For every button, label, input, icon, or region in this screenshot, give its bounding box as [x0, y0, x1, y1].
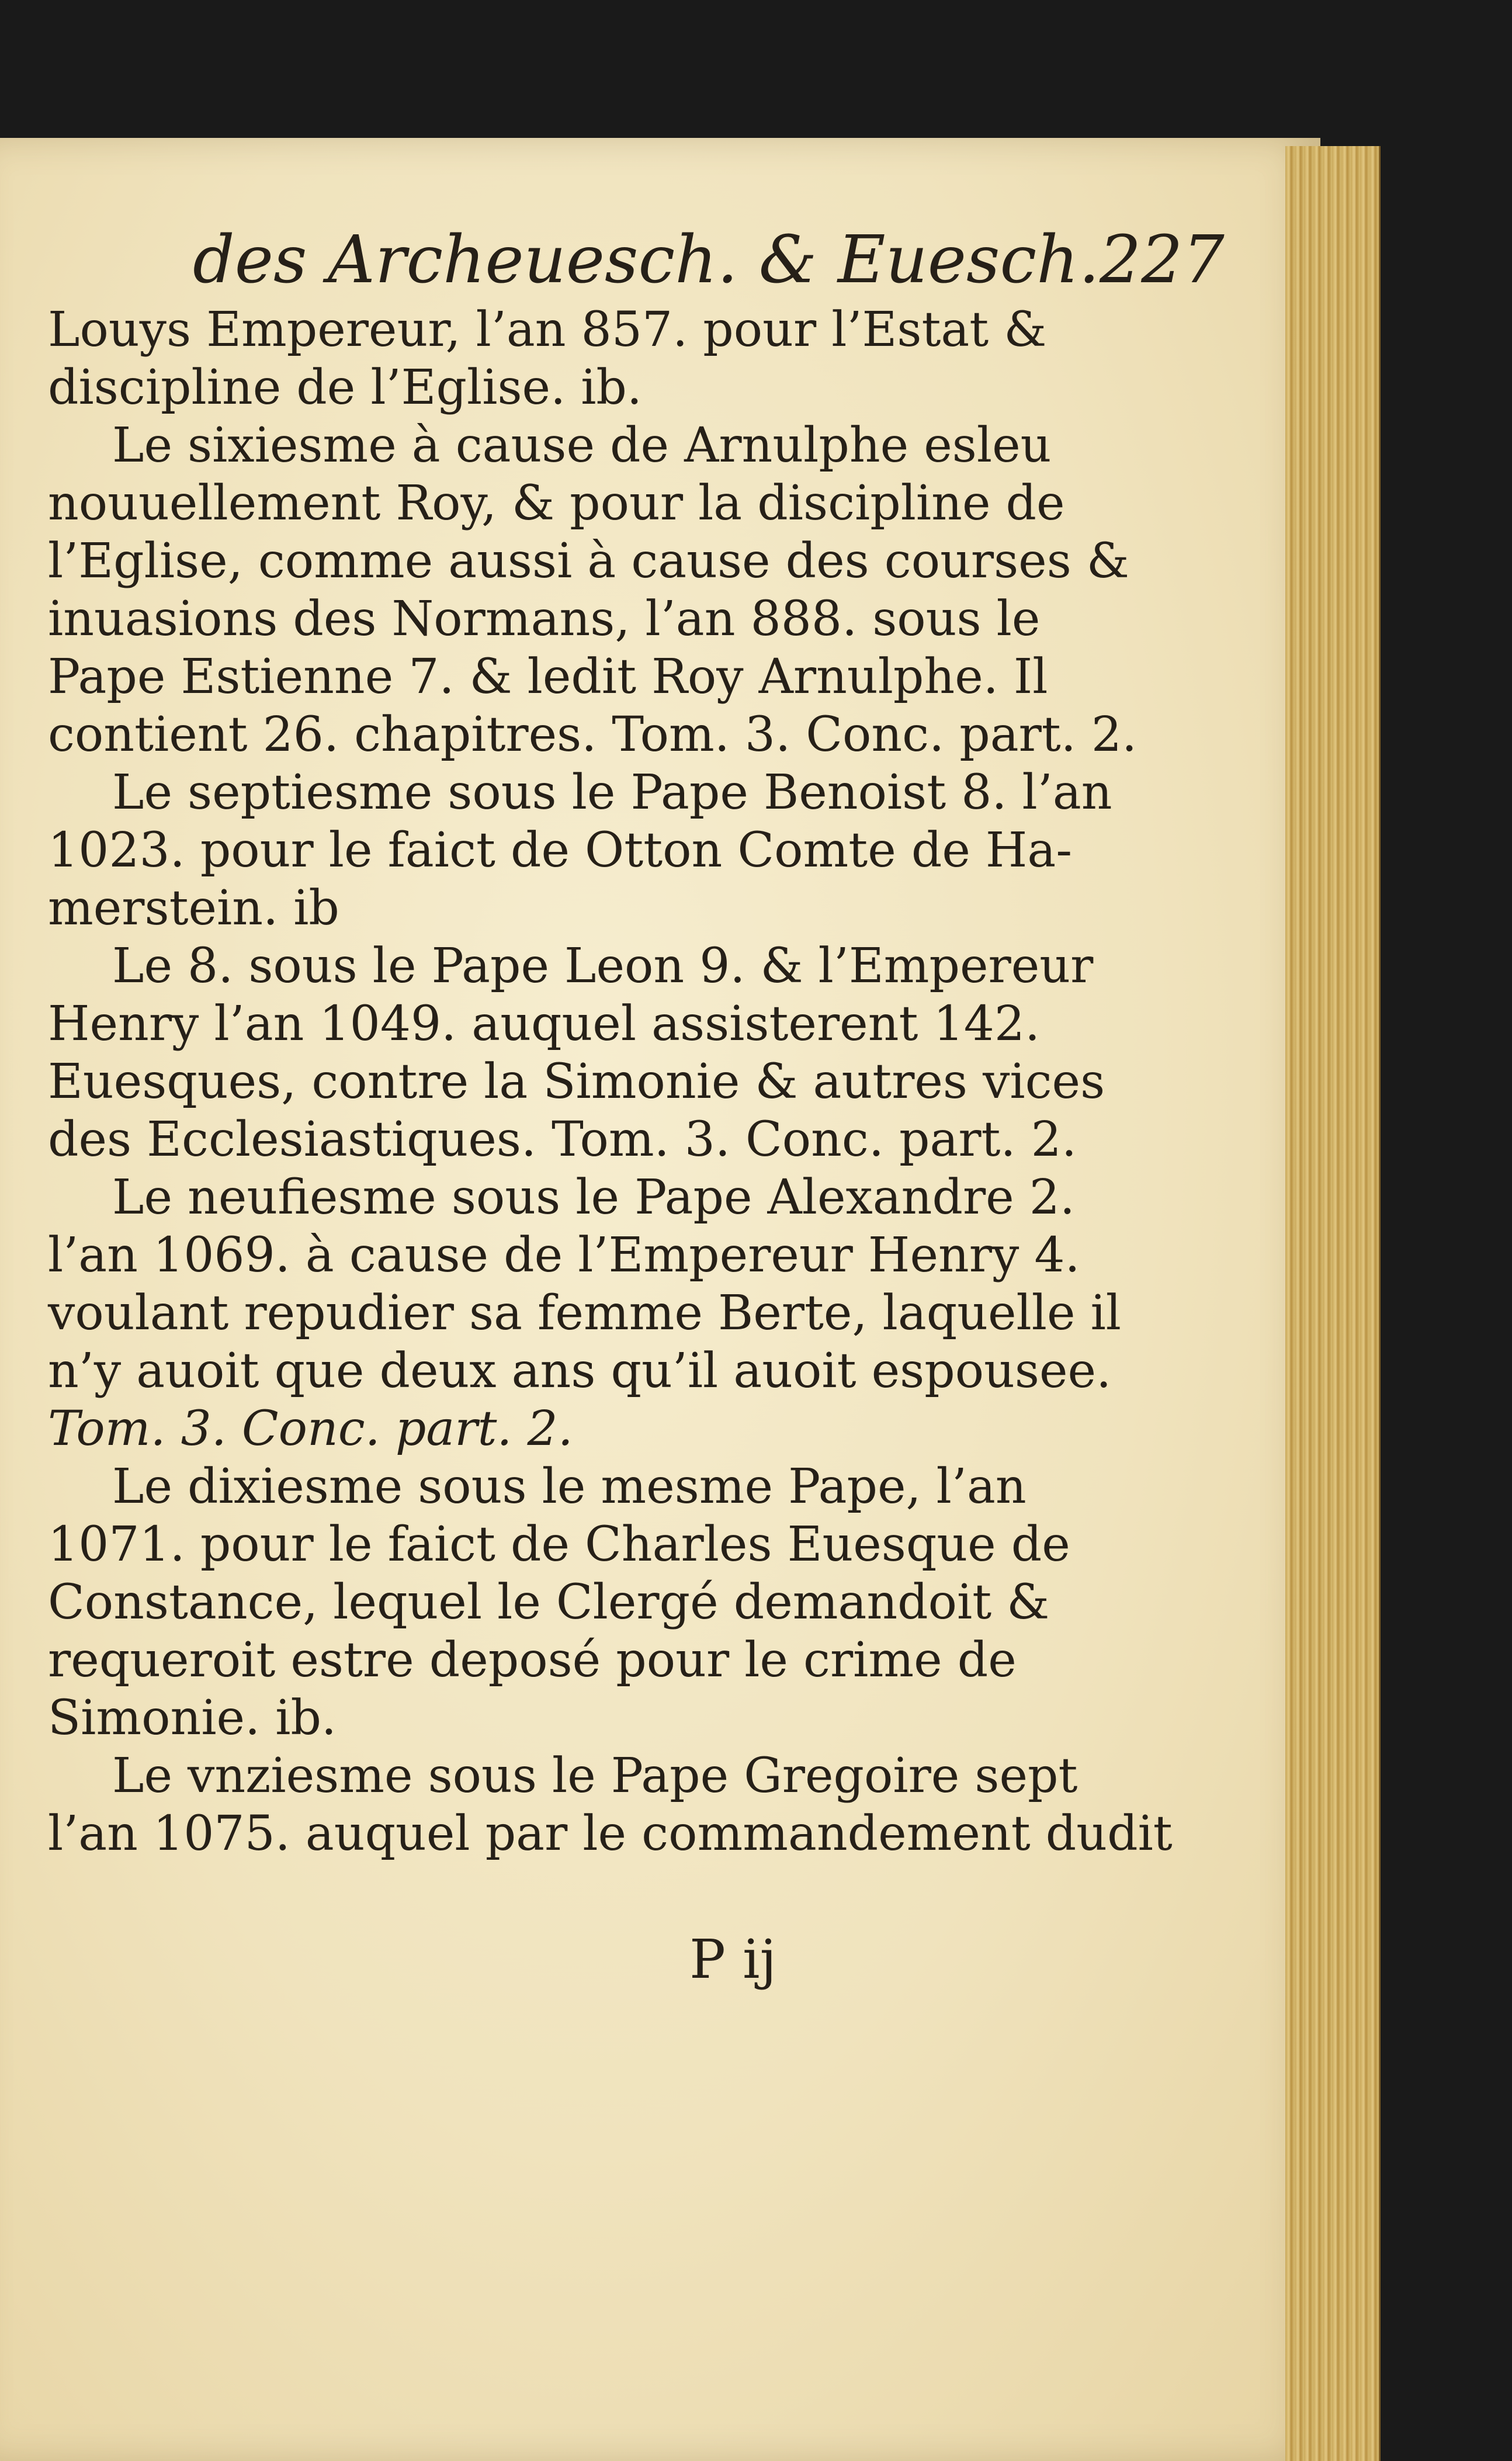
- text-line: Le dixiesme sous le mesme Pape, l’an: [112, 1459, 1027, 1514]
- text-line: Euesques, contre la Simonie & autres vices: [48, 1054, 1105, 1110]
- text-line: inuasions des Normans, l’an 888. sous le: [48, 591, 1041, 647]
- text-line: l’an 1075. auquel par le commandement dudit: [48, 1806, 1173, 1862]
- text-line: nouuellement Roy, & pour la discipline de: [48, 476, 1065, 531]
- text-line: voulant repudier sa femme Berte, laquelle il: [48, 1285, 1122, 1341]
- page-number: 227: [1099, 222, 1225, 298]
- text-line: 1023. pour le faict de Otton Comte de Ha-: [48, 823, 1073, 878]
- text-line: discipline de l’Eglise. ib.: [48, 360, 642, 415]
- text-line: Henry l’an 1049. auquel assisterent 142.: [48, 996, 1041, 1052]
- text-line: Le neufiesme sous le Pape Alexandre 2.: [112, 1170, 1075, 1225]
- text-line: contient 26. chapitres. Tom. 3. Conc. part. 2.: [48, 707, 1138, 762]
- text-line: l’an 1069. à cause de l’Empereur Henry 4.: [48, 1228, 1080, 1283]
- text-line: Constance, lequel le Clergé demandoit &: [48, 1575, 1050, 1630]
- text-line: requeroit estre deposé pour le crime de: [48, 1632, 1017, 1688]
- body-text: [48, 301, 1173, 1863]
- text-line: Pape Estienne 7. & ledit Roy Arnulphe. Il: [48, 649, 1048, 705]
- text-line: Louys Empereur, l’an 857. pour l’Estat &: [48, 302, 1047, 358]
- running-title: des Archeuesch. & Euesch.: [193, 222, 1100, 298]
- text-line: Tom. 3. Conc. part. 2.: [48, 1401, 573, 1457]
- text-line: Le 8. sous le Pape Leon 9. & l’Empereur: [112, 938, 1094, 994]
- page-edges: [1285, 146, 1381, 2461]
- text-line: Simonie. ib.: [48, 1690, 337, 1746]
- text-line: l’Eglise, comme aussi à cause des courses &: [48, 533, 1129, 589]
- running-header: [193, 222, 1225, 310]
- text-line: Le vnziesme sous le Pape Gregoire sept: [112, 1748, 1078, 1804]
- text-line: des Ecclesiastiques. Tom. 3. Conc. part. 2.: [48, 1112, 1077, 1167]
- text-line: merstein. ib: [48, 881, 339, 936]
- text-line: Le sixiesme à cause de Arnulphe esleu: [112, 418, 1052, 473]
- text-line: Le septiesme sous le Pape Benoist 8. l’an: [112, 765, 1112, 820]
- signature-mark: P ij: [689, 1928, 777, 1991]
- text-line: n’y auoit que deux ans qu’il auoit espousee.: [48, 1343, 1112, 1399]
- text-line: 1071. pour le faict de Charles Euesque de: [48, 1517, 1070, 1572]
